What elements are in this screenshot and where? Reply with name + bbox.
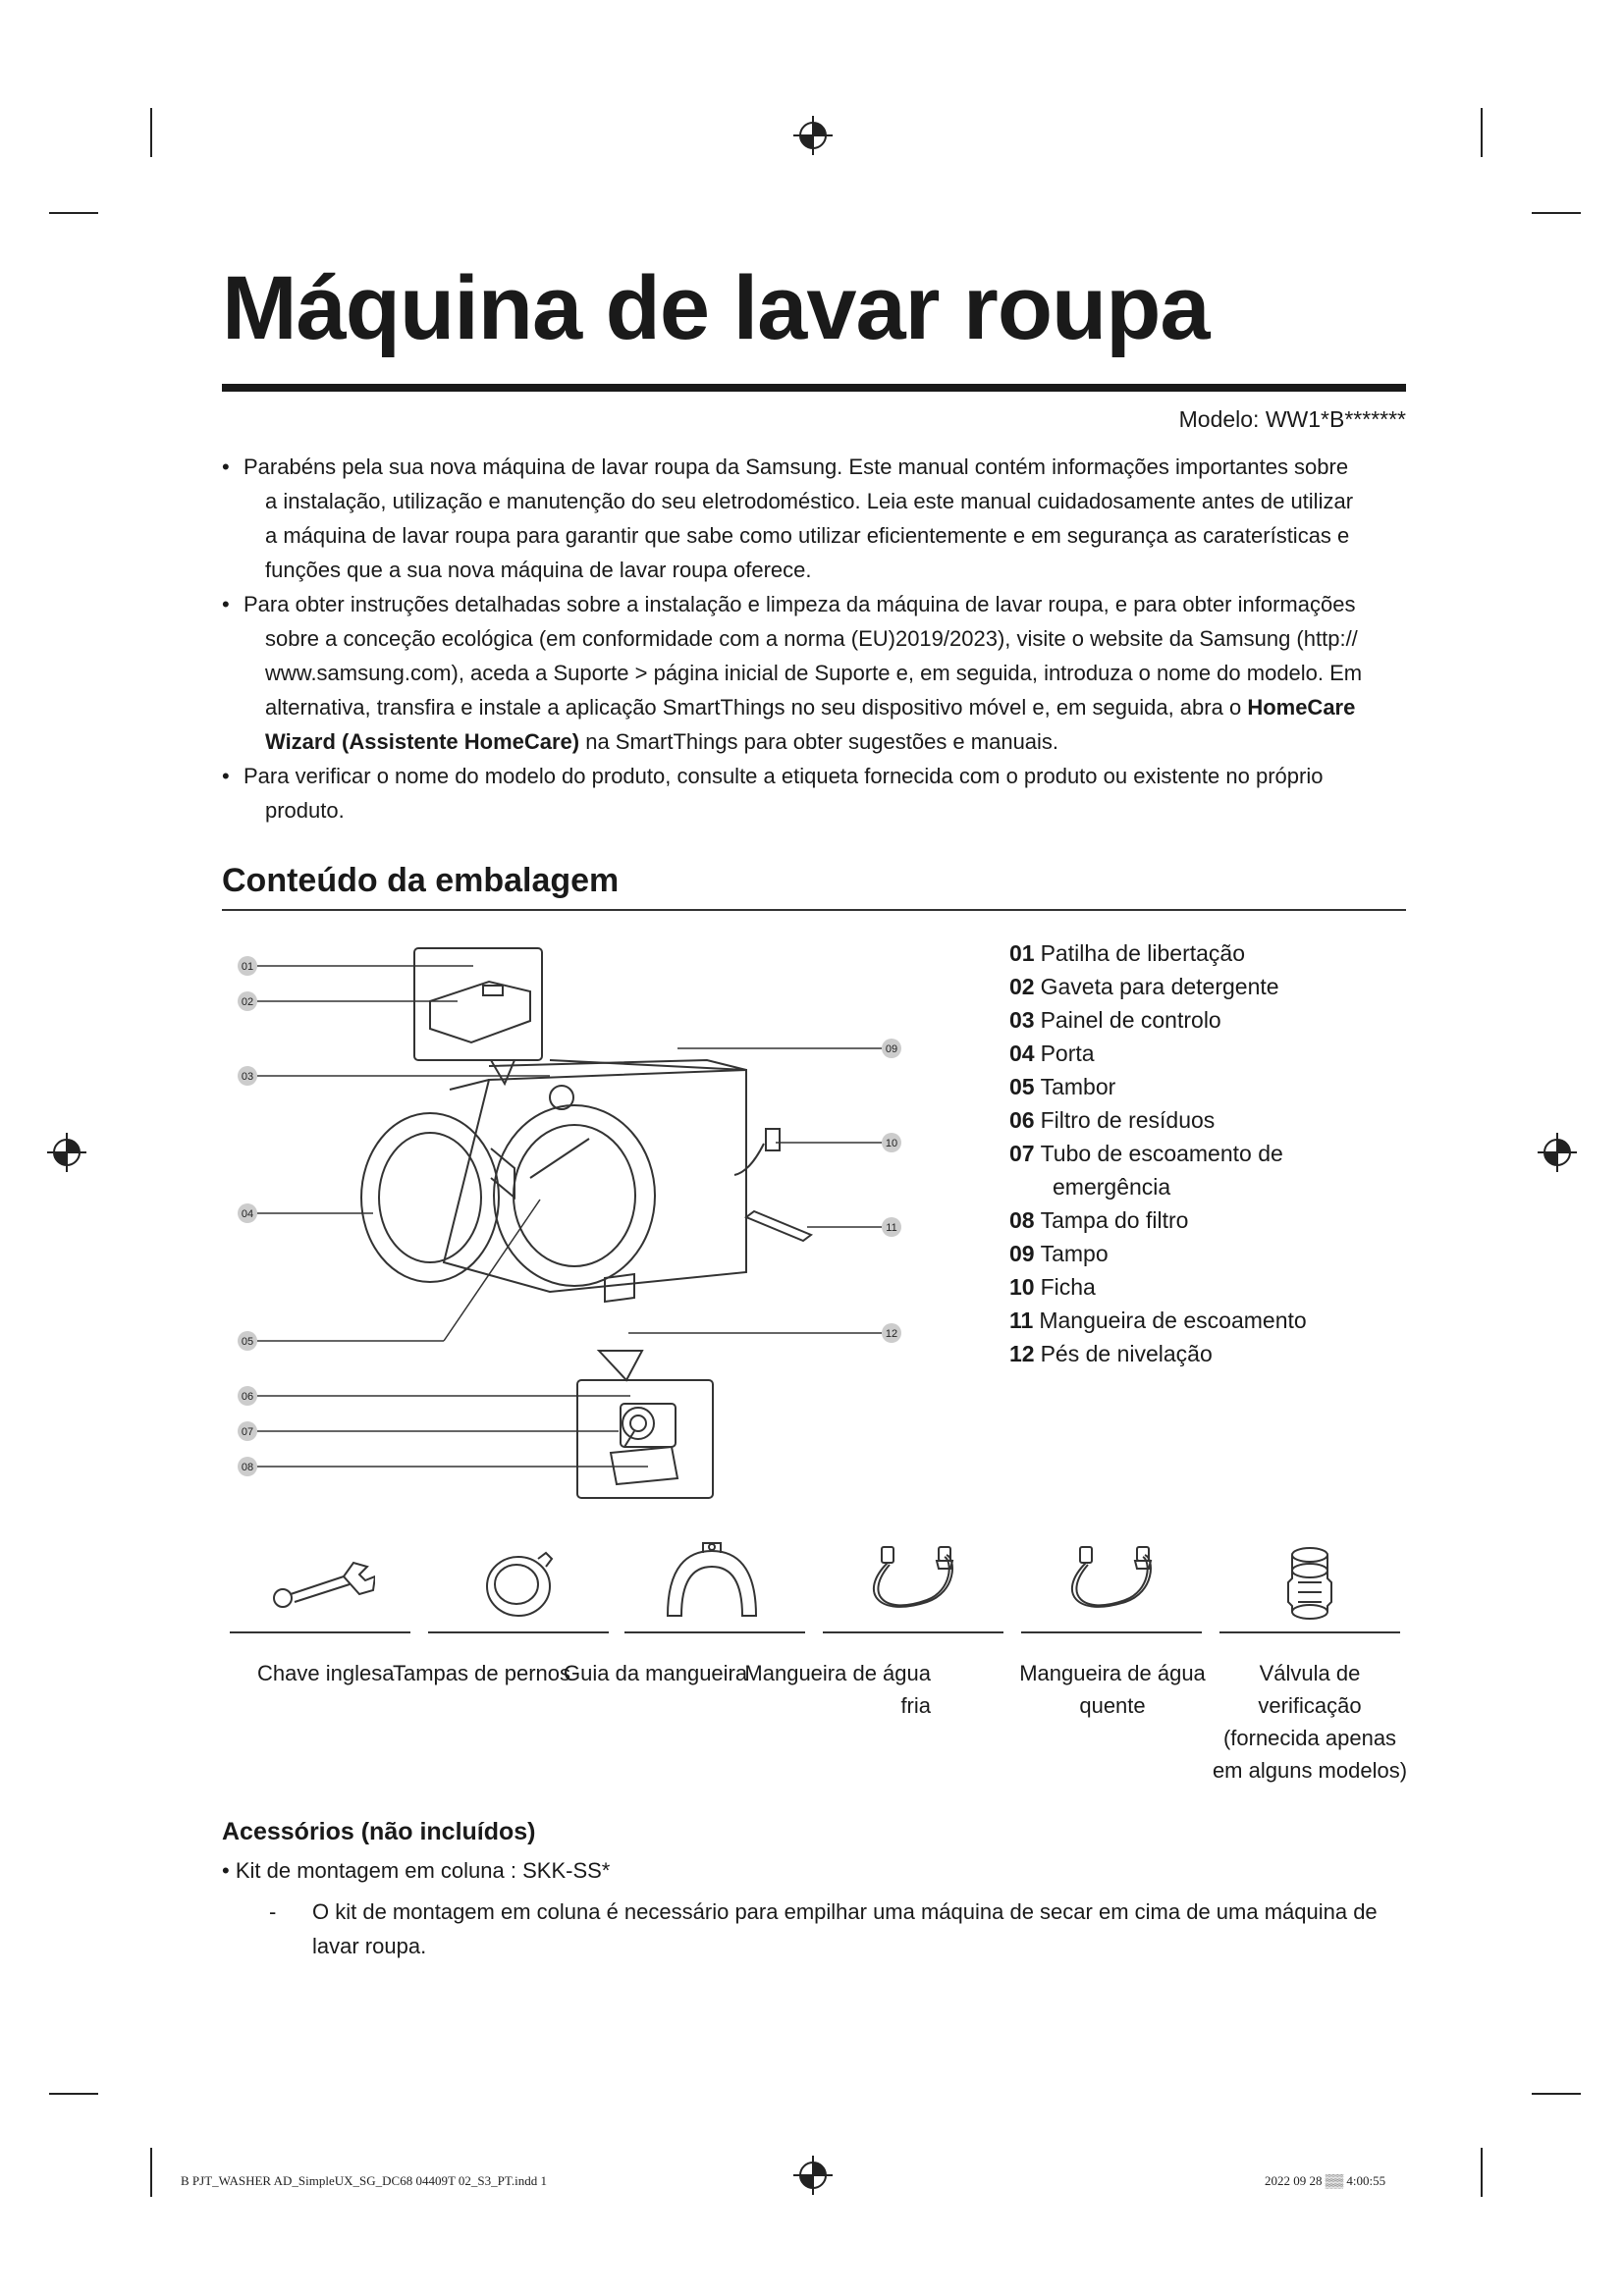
accessory-label: Mangueira de água fria xyxy=(744,1661,931,1718)
svg-text:04: 04 xyxy=(241,1208,254,1220)
accessory-rule xyxy=(230,1631,410,1633)
list-item: 09 Tampo xyxy=(1009,1241,1109,1266)
list-item: 08 Tampa do filtro xyxy=(1009,1207,1189,1233)
list-item: 07 Tubo de escoamento de xyxy=(1009,1141,1283,1166)
registration-mark-icon xyxy=(1538,1133,1577,1172)
accessory-label: Válvula de verificação (fornecida apenas em alguns modelos) xyxy=(1212,1661,1408,1783)
crop-mark xyxy=(1481,2148,1483,2197)
callout-10 xyxy=(882,1133,901,1152)
callout-01 xyxy=(238,956,257,976)
callout-11 xyxy=(882,1217,901,1237)
svg-text:09: 09 xyxy=(885,1043,898,1055)
footer-file-name: B PJT_WASHER AD_SimpleUX_SG_DC68 04409T 02_S3_PT.indd 1 xyxy=(181,2173,547,2188)
hot-water-hose-icon xyxy=(1058,1541,1166,1624)
accessory-label: Tampas de pernos xyxy=(393,1661,570,1685)
model-number: Modelo: WW1*B******* xyxy=(1178,406,1406,432)
accessory-label: Chave inglesa xyxy=(257,1661,395,1685)
list-item: 11 Mangueira de escoamento xyxy=(1009,1308,1307,1333)
accessory-rule xyxy=(823,1631,1003,1633)
svg-text:01: 01 xyxy=(241,961,254,973)
list-item: • Para verificar o nome do modelo do produto, consulte a etiqueta fornecida com o produto ou existente no próprio produto. xyxy=(222,764,1324,823)
list-item: 01 Patilha de libertação xyxy=(1009,940,1246,966)
callout-12 xyxy=(882,1323,901,1343)
accessory-label: Mangueira de água quente xyxy=(1019,1661,1206,1718)
crop-mark xyxy=(150,2148,152,2197)
list-item: 12 Pés de nivelação xyxy=(1009,1341,1213,1366)
list-item: • Para obter instruções detalhadas sobre a instalação e limpeza da máquina de lavar roupa, e para obter informações sobre a conceção ecológica (em conformidade com a norma (EU)2019/2023), visite o website da Samsung (http:// www.samsung.com), aceda a Suporte > página inicial de Suporte e, em seguida, introduza o nome do modelo. Em alternativa, transfira e instale a aplicação SmartThings no seu dispositivo móvel e, em seguida, abra o HomeCare Wizard (Assistente HomeCare) na SmartThings para obter sugestões e manuais. xyxy=(222,592,1363,754)
homecare-wizard-bold: Wizard (Assistente HomeCare) xyxy=(265,729,580,754)
check-valve-icon xyxy=(1280,1543,1339,1622)
list-item: • Parabéns pela sua nova máquina de lavar roupa da Samsung. Este manual contém informações importantes sobre a instalação, utilização e manutenção do seu eletrodoméstico. Leia este manual cuidadosamente antes de utilizar a máquina de lavar roupa para garantir que sabe como utilizar eficientemente e em segurança as caraterísticas e funções que a sua nova máquina de lavar roupa oferece. xyxy=(222,454,1354,582)
optional-accessories-list xyxy=(222,1853,1400,1963)
crop-mark xyxy=(1532,212,1581,214)
footer-timestamp: 2022 09 28 ▒▒ 4:00:55 xyxy=(1265,2173,1386,2188)
callout-07 xyxy=(238,1421,257,1441)
svg-text:05: 05 xyxy=(241,1336,254,1348)
list-item: 03 Painel de controlo xyxy=(1009,1007,1221,1033)
crop-mark xyxy=(1481,108,1483,157)
svg-text:06: 06 xyxy=(241,1391,254,1403)
svg-text:12: 12 xyxy=(885,1328,898,1340)
registration-mark-icon xyxy=(793,2156,833,2195)
accessory-rule xyxy=(428,1631,609,1633)
crop-mark xyxy=(1532,2093,1581,2095)
callout-05 xyxy=(238,1331,257,1351)
parts-list xyxy=(1009,936,1307,1370)
callout-09 xyxy=(882,1039,901,1058)
list-item: 10 Ficha xyxy=(1009,1274,1096,1300)
crop-mark xyxy=(150,108,152,157)
crop-mark xyxy=(49,2093,98,2095)
list-item: 06 Filtro de resíduos xyxy=(1009,1107,1216,1133)
accessory-rule xyxy=(624,1631,805,1633)
section-rule xyxy=(222,909,1406,911)
section-title: Conteúdo da embalagem xyxy=(222,862,620,899)
callout-06 xyxy=(238,1386,257,1406)
wrench-icon xyxy=(267,1555,375,1614)
svg-text:10: 10 xyxy=(885,1138,898,1149)
callout-04 xyxy=(238,1203,257,1223)
callout-02 xyxy=(238,991,257,1011)
callout-08 xyxy=(238,1457,257,1476)
svg-text:07: 07 xyxy=(241,1426,254,1438)
accessory-label: Guia da mangueira xyxy=(564,1661,748,1685)
homecare-bold: HomeCare xyxy=(1247,695,1356,720)
crop-mark xyxy=(49,212,98,214)
hose-guide-icon xyxy=(658,1539,766,1624)
title-rule xyxy=(222,384,1406,392)
intro-bullets xyxy=(222,450,1400,828)
list-item: - O kit de montagem em coluna é necessário para empilhar uma máquina de secar em cima de uma máquina de lavar roupa. xyxy=(269,1899,1378,1958)
accessory-rule xyxy=(1219,1631,1400,1633)
list-item: 05 Tambor xyxy=(1009,1074,1116,1099)
svg-text:08: 08 xyxy=(241,1462,254,1473)
list-item: emergência xyxy=(1053,1174,1171,1200)
page-title: Máquina de lavar roupa xyxy=(222,258,1210,358)
list-item: 04 Porta xyxy=(1009,1041,1095,1066)
svg-text:03: 03 xyxy=(241,1071,254,1083)
callout-03 xyxy=(238,1066,257,1086)
accessory-rule xyxy=(1021,1631,1202,1633)
svg-text:02: 02 xyxy=(241,996,254,1008)
registration-mark-icon xyxy=(47,1133,86,1172)
optional-accessories-title: Acessórios (não incluídos) xyxy=(222,1818,536,1845)
bolt-cap-icon xyxy=(479,1545,558,1624)
washer-diagram xyxy=(226,933,933,1512)
registration-mark-icon xyxy=(793,116,833,155)
list-item: 02 Gaveta para detergente xyxy=(1009,974,1279,999)
cold-water-hose-icon xyxy=(862,1541,970,1624)
list-item: • Kit de montagem em coluna : SKK-SS* xyxy=(222,1858,611,1883)
svg-text:11: 11 xyxy=(886,1222,897,1234)
